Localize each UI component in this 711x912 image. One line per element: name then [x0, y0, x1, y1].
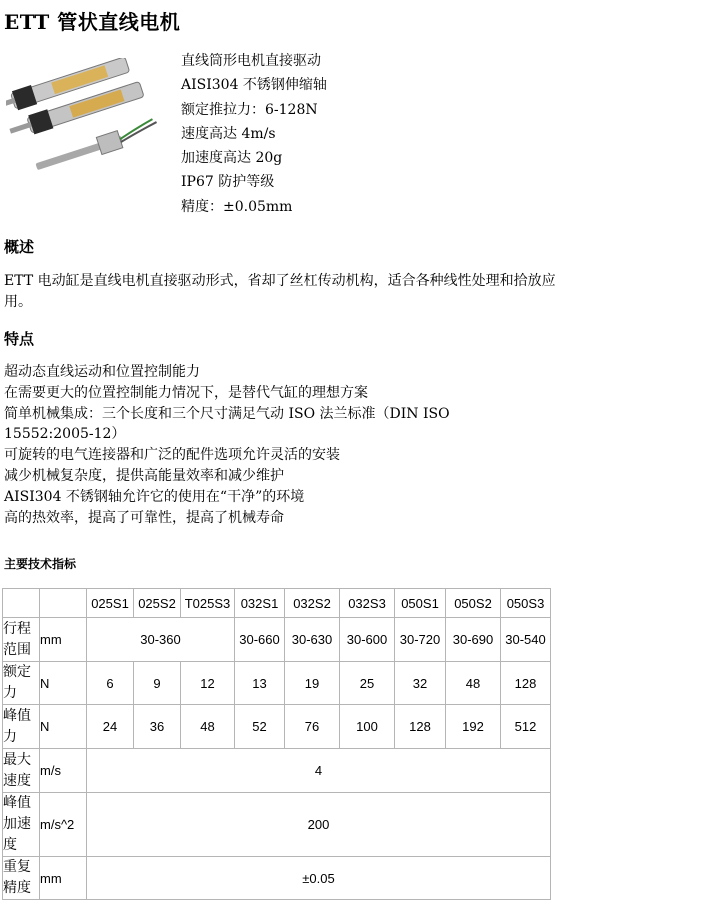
- row-unit: m/s: [40, 749, 87, 793]
- spec-item: 速度高达 4m/s: [181, 125, 276, 142]
- feature-item: 可旋转的电气连接器和广泛的配件选项允许灵活的安装: [4, 447, 340, 464]
- table-corner-cell: [3, 589, 40, 618]
- table-cell: 30-360: [87, 618, 235, 662]
- overview-heading: 概述: [4, 238, 35, 256]
- model-header: T025S3: [181, 589, 235, 618]
- table-header-row: [3, 589, 551, 618]
- row-unit: m/s^2: [40, 793, 87, 857]
- spec-item: 加速度高达 20g: [181, 150, 283, 167]
- feature-item: AISI304 不锈钢轴允许它的使用在“干净”的环境: [4, 488, 305, 505]
- table-title: 主要技术指标: [4, 557, 77, 571]
- spec-item: 直线筒形电机直接驱动: [181, 53, 321, 69]
- table-cell: 24: [87, 705, 134, 749]
- model-header: 050S3: [501, 589, 551, 618]
- table-cell: 36: [134, 705, 181, 749]
- spec-list: [181, 49, 327, 219]
- table-row: [3, 618, 551, 662]
- spec-table: [2, 588, 551, 900]
- model-header: 032S2: [285, 589, 340, 618]
- overview-text: ETT 电动缸是直线电机直接驱动形式，省却了丝杠传动机构，适合各种线性处理和拾放应用。: [4, 273, 556, 310]
- table-cell: 200: [87, 793, 551, 857]
- table-row: [3, 662, 551, 705]
- spec-item: 精度：±0.05mm: [181, 198, 293, 215]
- row-label: 峰值力: [3, 705, 40, 749]
- model-header: 050S2: [446, 589, 501, 618]
- model-header: 032S1: [235, 589, 285, 618]
- page-title: ETT 管状直线电机: [4, 10, 181, 34]
- table-cell: 128: [395, 705, 446, 749]
- feature-item: 超动态直线运动和位置控制能力: [4, 364, 200, 380]
- table-cell: 48: [181, 705, 235, 749]
- row-unit: N: [40, 662, 87, 705]
- row-unit: mm: [40, 857, 87, 900]
- table-cell: 25: [340, 662, 395, 705]
- row-label: 峰值加速度: [3, 793, 40, 857]
- row-label: 额定力: [3, 662, 40, 705]
- table-cell: 128: [501, 662, 551, 705]
- table-row: [3, 793, 551, 857]
- row-unit: N: [40, 705, 87, 749]
- table-cell: 30-690: [446, 618, 501, 662]
- table-corner-cell: [40, 589, 87, 618]
- spec-item: AISI304 不锈钢伸缩轴: [181, 77, 327, 94]
- feature-item: 简单机械集成：三个长度和三个尺寸满足气动 ISO 法兰标准（DIN ISO 15552:2005-12）: [4, 405, 450, 443]
- table-cell: 12: [181, 662, 235, 705]
- table-cell: 30-720: [395, 618, 446, 662]
- row-label: 重复精度: [3, 857, 40, 900]
- feature-item: 减少机械复杂度，提供高能量效率和减少维护: [4, 467, 284, 484]
- table-cell: 48: [446, 662, 501, 705]
- table-row: [3, 749, 551, 793]
- table-cell: 9: [134, 662, 181, 705]
- table-cell: 512: [501, 705, 551, 749]
- features-heading: 特点: [4, 330, 35, 348]
- table-cell: 30-540: [501, 618, 551, 662]
- table-cell: 30-630: [285, 618, 340, 662]
- table-cell: 32: [395, 662, 446, 705]
- table-cell: 30-660: [235, 618, 285, 662]
- table-cell: 6: [87, 662, 134, 705]
- table-cell: 13: [235, 662, 285, 705]
- row-unit: mm: [40, 618, 87, 662]
- table-row: [3, 857, 551, 900]
- table-cell: ±0.05: [87, 857, 551, 900]
- product-image: [6, 58, 164, 192]
- table-row: [3, 705, 551, 749]
- model-header: 025S1: [87, 589, 134, 618]
- model-header: 050S1: [395, 589, 446, 618]
- model-header: 032S3: [340, 589, 395, 618]
- table-cell: 76: [285, 705, 340, 749]
- feature-item: 在需要更大的位置控制能力情况下，是替代气缸的理想方案: [4, 384, 368, 401]
- spec-item: IP67 防护等级: [181, 174, 275, 191]
- table-cell: 192: [446, 705, 501, 749]
- spec-item: 额定推拉力：6-128N: [181, 101, 318, 118]
- table-cell: 100: [340, 705, 395, 749]
- table-cell: 30-600: [340, 618, 395, 662]
- table-cell: 52: [235, 705, 285, 749]
- feature-list: [4, 362, 524, 528]
- row-label: 行程范围: [3, 618, 40, 662]
- table-cell: 4: [87, 749, 551, 793]
- row-label: 最大速度: [3, 749, 40, 793]
- table-cell: 19: [285, 662, 340, 705]
- feature-item: 高的热效率，提高了可靠性，提高了机械寿命: [4, 509, 284, 526]
- model-header: 025S2: [134, 589, 181, 618]
